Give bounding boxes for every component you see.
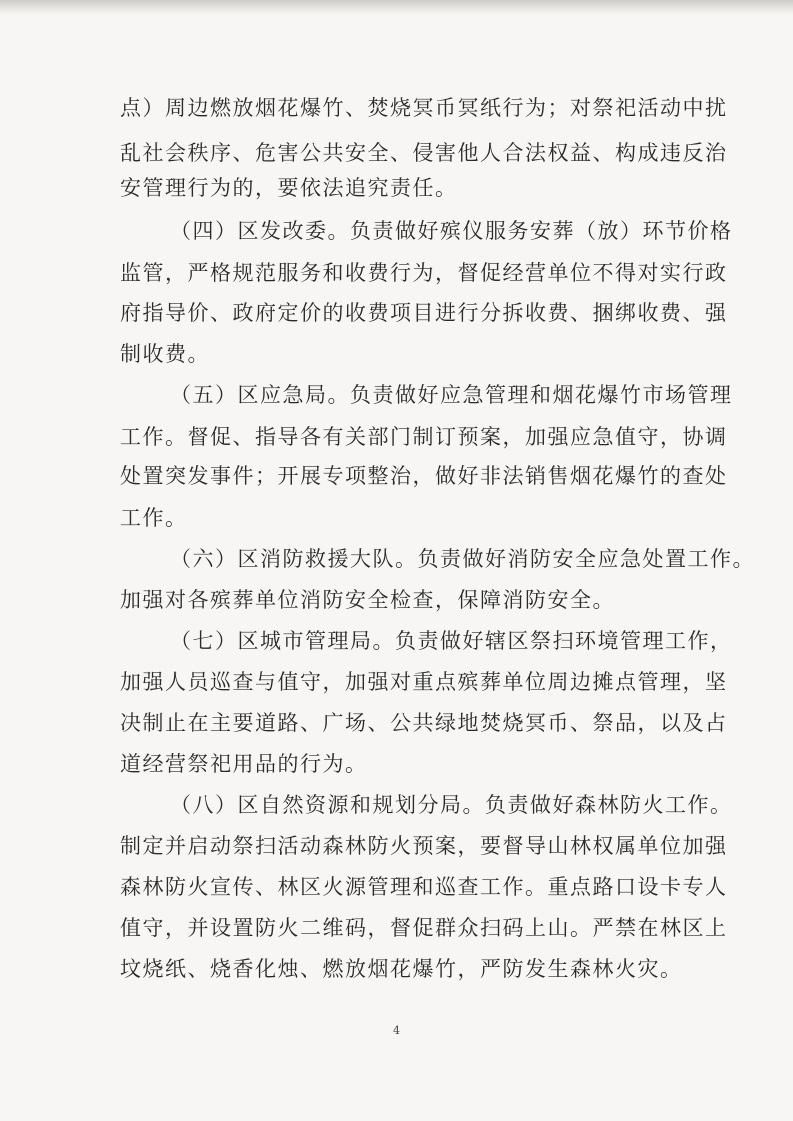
text-line: （六）区消防救援大队。负责做好消防安全应急处置工作。 [170, 547, 755, 571]
text-line: 工作。 [120, 506, 188, 530]
text-line: 安管理行为的，要依法追究责任。 [120, 176, 458, 200]
text-line: 森林防火宣传、林区火源管理和巡查工作。重点路口设卡专人 [120, 875, 728, 899]
text-line: 处置突发事件；开展专项整治，做好非法销售烟花爆竹的查处 [120, 464, 728, 488]
text-line: （四）区发改委。负责做好殡仪服务安葬（放）环节价格 [170, 219, 733, 243]
text-line: （七）区城市管理局。负责做好辖区祭扫环境管理工作， [170, 629, 733, 653]
text-line: 制定并启动祭扫活动森林防火预案，要督导山林权属单位加强 [120, 834, 728, 858]
text-line: 决制止在主要道路、广场、公共绿地焚烧冥币、祭品，以及占 [120, 711, 728, 735]
text-line: 监管，严格规范服务和收费行为，督促经营单位不得对实行政 [120, 261, 728, 285]
text-line: 点）周边燃放烟花爆竹、焚烧冥币冥纸行为；对祭祀活动中扰 [120, 96, 728, 120]
text-line: 加强人员巡查与值守，加强对重点殡葬单位周边摊点管理，坚 [120, 670, 728, 694]
text-line: 加强对各殡葬单位消防安全检查，保障消防安全。 [120, 588, 615, 612]
text-line: 制收费。 [120, 342, 210, 366]
text-line: 府指导价、政府定价的收费项目进行分拆收费、捆绑收费、强 [120, 301, 728, 325]
text-line: 坟烧纸、烧香化烛、燃放烟花爆竹，严防发生森林火灾。 [120, 957, 683, 981]
text-line: （五）区应急局。负责做好应急管理和烟花爆竹市场管理 [170, 383, 733, 407]
text-line: 工作。督促、指导各有关部门制订预案，加强应急值守，协调 [120, 425, 728, 449]
text-line: 道经营祭祀用品的行为。 [120, 752, 368, 776]
text-line: 值守，并设置防火二维码，督促群众扫码上山。严禁在林区上 [120, 916, 728, 940]
text-line: （八）区自然资源和规划分局。负责做好森林防火工作。 [170, 793, 733, 817]
text-line: 乱社会秩序、危害公共安全、侵害他人合法权益、构成违反治 [120, 141, 728, 165]
page-number: 4 [393, 1024, 400, 1037]
